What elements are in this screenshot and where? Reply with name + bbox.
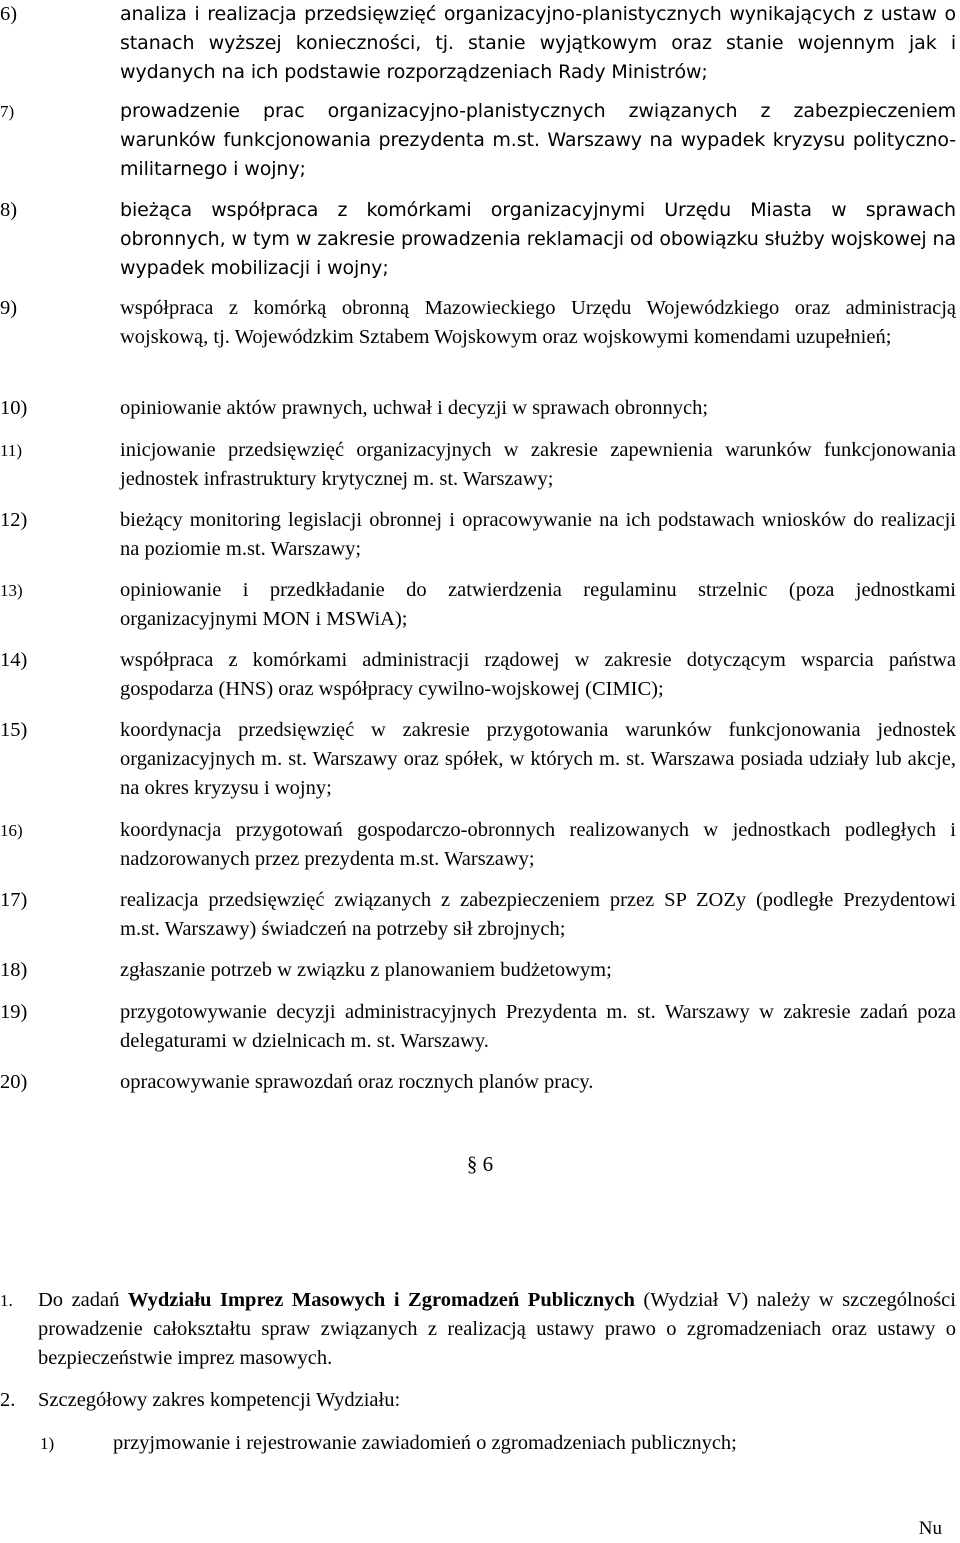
department-name: Wydziału Imprez Masowych i Zgromadzeń Publicznych: [127, 1289, 635, 1311]
list-item-text: przygotowywanie decyzji administracyjnych Prezydenta m. st. Warszawy w zakresie zadań poza delegaturami w dzielnicach m. st. Warszawy.: [120, 1001, 956, 1052]
list-item-text: realizacja przedsięwzięć związanych z zabezpieczeniem przez SP ZOZy (podległe Prezydentowi m.st. Warszawy) świadczeń na potrzeby sił zbrojnych;: [120, 889, 956, 940]
list-item-text: opracowywanie sprawozdań oraz rocznych planów pracy.: [120, 1071, 594, 1093]
list-item-text: analiza i realizacja przedsięwzięć organizacyjno-planistycznych wynikających z ustaw o stanach wyższej konieczności, tj. stanie wyjątkowym oraz stanie wojennym jak i wydanych na ich podstawie rozporządzeniach Rady Ministrów;: [120, 3, 956, 83]
paragraph-text: [38, 1286, 956, 1373]
paragraph-prefix: Do zadań: [38, 1289, 128, 1311]
list-item-number: 18): [0, 959, 28, 981]
page-footer: Nu: [918, 1518, 942, 1539]
list-item-number: 20): [0, 1071, 28, 1093]
list-item-number: 19): [0, 1001, 28, 1023]
list-item-number: 15): [0, 719, 28, 741]
paragraph-text: Szczegółowy zakres kompetencji Wydziału:: [38, 1389, 401, 1411]
paragraph-number: 1.: [0, 1291, 13, 1310]
list-item-text: koordynacja przygotowań gospodarczo-obronnych realizowanych w jednostkach podległych i nadzorowanych przez prezydenta m.st. Warszawy;: [120, 819, 956, 870]
list-item-text: współpraca z komórką obronną Mazowieckiego Urzędu Wojewódzkiego oraz administracją wojskową, tj. Wojewódzkim Sztabem Wojskowym oraz wojskowymi komendami uzupełnień;: [120, 297, 956, 348]
list-item-number: 12): [0, 509, 28, 531]
list-item-text: bieżąca współpraca z komórkami organizacyjnymi Urzędu Miasta w sprawach obronnych, w tym w zakresie prowadzenia reklamacji od obowiązku służby wojskowej na wypadek mobilizacji i wojny;: [120, 199, 956, 279]
list-item-number: 17): [0, 889, 28, 911]
list-item-number: 14): [0, 649, 28, 671]
list-item-text: bieżący monitoring legislacji obronnej i opracowywanie na ich podstawach wniosków do realizacji na poziomie m.st. Warszawy;: [120, 509, 956, 560]
list-item-number: 16): [0, 821, 23, 840]
sub-list-item-text: przyjmowanie i rejestrowanie zawiadomień o zgromadzeniach publicznych;: [113, 1432, 737, 1454]
list-item-number: 13): [0, 581, 23, 600]
list-item-number: 6): [0, 3, 18, 25]
paragraph-number: 2.: [0, 1389, 16, 1411]
paragraph-suffix: (Wydział V) należy w szczególności prowadzenie całokształtu spraw związanych z realizacją ustawy prawo o zgromadzeniach oraz ustawy o bezpieczeństwie imprez masowych.: [38, 1289, 956, 1369]
list-item-number: 7): [0, 102, 15, 121]
list-item-number: 9): [0, 297, 18, 319]
list-item-number: 10): [0, 397, 28, 419]
list-item-text: opiniowanie i przedkładanie do zatwierdzenia regulaminu strzelnic (poza jednostkami organizacyjnymi MON i MSWiA);: [120, 579, 956, 630]
list-item-number: 11): [0, 441, 23, 460]
sub-list-item-number: 1): [40, 1434, 55, 1453]
list-item-text: opiniowanie aktów prawnych, uchwał i decyzji w sprawach obronnych;: [120, 397, 709, 419]
list-item-text: koordynacja przedsięwzięć w zakresie przygotowania warunków funkcjonowania jednostek organizacyjnych m. st. Warszawy oraz spółek, w których m. st. Warszawa posiada udziały lub akcje, na okres kryzysu i wojny;: [120, 719, 956, 799]
list-item-number: 8): [0, 199, 18, 221]
list-item-text: współpraca z komórkami administracji rządowej w zakresie dotyczącym wsparcia państwa gospodarza (HNS) oraz współpracy cywilno-wojskowej (CIMIC);: [120, 649, 956, 700]
list-item-text: prowadzenie prac organizacyjno-planistycznych związanych z zabezpieczeniem warunków funkcjonowania prezydenta m.st. Warszawy na wypadek kryzysu polityczno-militarnego i wojny;: [120, 100, 956, 180]
list-item-text: inicjowanie przedsięwzięć organizacyjnych w zakresie zapewnienia warunków funkcjonowania jednostek infrastruktury krytycznej m. st. Warszawy;: [120, 439, 956, 490]
section-heading: § 6: [466, 1152, 494, 1176]
list-item-text: zgłaszanie potrzeb w związku z planowaniem budżetowym;: [120, 959, 612, 981]
